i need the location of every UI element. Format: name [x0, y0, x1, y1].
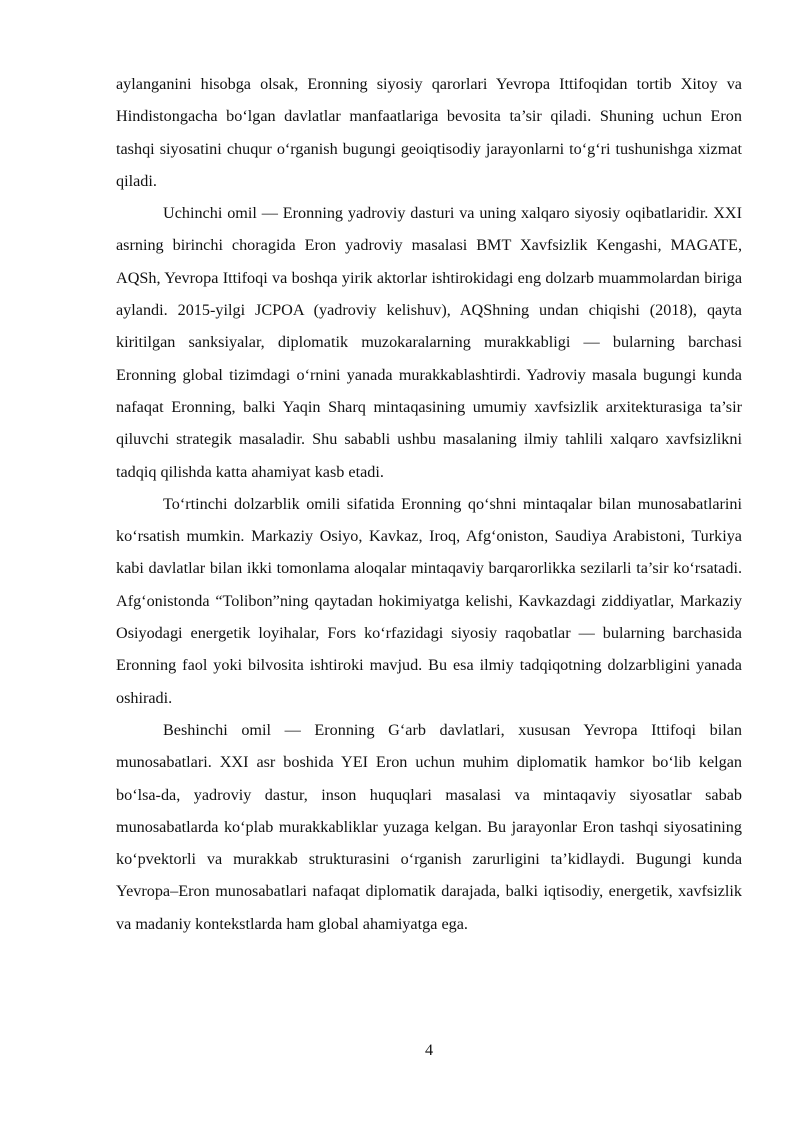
paragraph-third-factor: Uchinchi omil — Eronning yadroviy dasturi va uning xalqaro siyosiy oqibatlaridir. XXI asrning birinchi choragida Eron yadroviy masalasi BMT Xavfsizlik Kengashi, MAGATE, AQSh, Yevropa Ittifoqi va boshqa yirik aktorlar ishtirokidagi eng dolzarb muammolardan biriga aylandi. 2015-yilgi JCPOA (yadroviy kelishuv), AQShning undan chiqishi (2018), qayta kiritilgan sanksiyalar, diplomatik muzokaralarning murakkabligi — bularning barchasi Eronning global tizimdagi o‘rnini yanada murakkablashtirdi. Yadroviy masala bugungi kunda nafaqat Eronning, balki Yaqin Sharq mintaqasining umumiy xavfsizlik arxitekturasiga ta’sir qiluvchi strategik masaladir. Shu sababli ushbu masalaning ilmiy tahlili xalqaro xavfsizlikni tadqiq qilishda katta ahamiyat kasb etadi.: [116, 204, 742, 481]
page-number: 4: [424, 1041, 434, 1059]
paragraph-fifth-factor: Beshinchi omil — Eronning G‘arb davlatlari, xususan Yevropa Ittifoqi bilan munosabatlari. XXI asr boshida YEI Eron uchun muhim diplomatik hamkor bo‘lib kelgan bo‘lsa-da, yadroviy dastur, inson huquqlari masalasi va mintaqaviy siyosatlar sabab munosabatlarda ko‘plab murakkabliklar yuzaga kelgan. Bu jarayonlar Eron tashqi siyosatining ko‘pvektorli va murakkab strukturasini o‘rganish zarurligini ta’kidlaydi. Bugungi kunda Yevropa–Eron munosabatlari nafaqat diplomatik darajada, balki iqtisodiy, energetik, xavfsizlik va madaniy kontekstlarda ham global ahamiyatga ega.: [116, 720, 742, 933]
paragraph-continuation: aylanganini hisobga olsak, Eronning siyosiy qarorlari Yevropa Ittifoqidan tortib Xitoy va Hindistongacha bo‘lgan davlatlar manfaatlariga bevosita ta’sir qiladi. Shuning uchun Eron tashqi siyosatini chuqur o‘rganish bugungi geoiqtisodiy jarayonlarni to‘g‘ri tushunishga xizmat qiladi.: [116, 75, 742, 190]
document-body: [116, 68, 742, 940]
paragraph-fourth-factor: To‘rtinchi dolzarblik omili sifatida Eronning qo‘shni mintaqalar bilan munosabatlarini ko‘rsatish mumkin. Markaziy Osiyo, Kavkaz, Iroq, Afg‘oniston, Saudiya Arabistoni, Turkiya kabi davlatlar bilan ikki tomonlama aloqalar mintaqaviy barqarorlikka sezilarli ta’sir ko‘rsatadi. Afg‘onistonda “Tolibon”ning qaytadan hokimiyatga kelishi, Kavkazdagi ziddiyatlar, Markaziy Osiyodagi energetik loyihalar, Fors ko‘rfazidagi siyosiy raqobatlar — bularning barchasida Eronning faol yoki bilvosita ishtiroki mavjud. Bu esa ilmiy tadqiqotning dolzarbligini yanada oshiradi.: [116, 494, 742, 707]
